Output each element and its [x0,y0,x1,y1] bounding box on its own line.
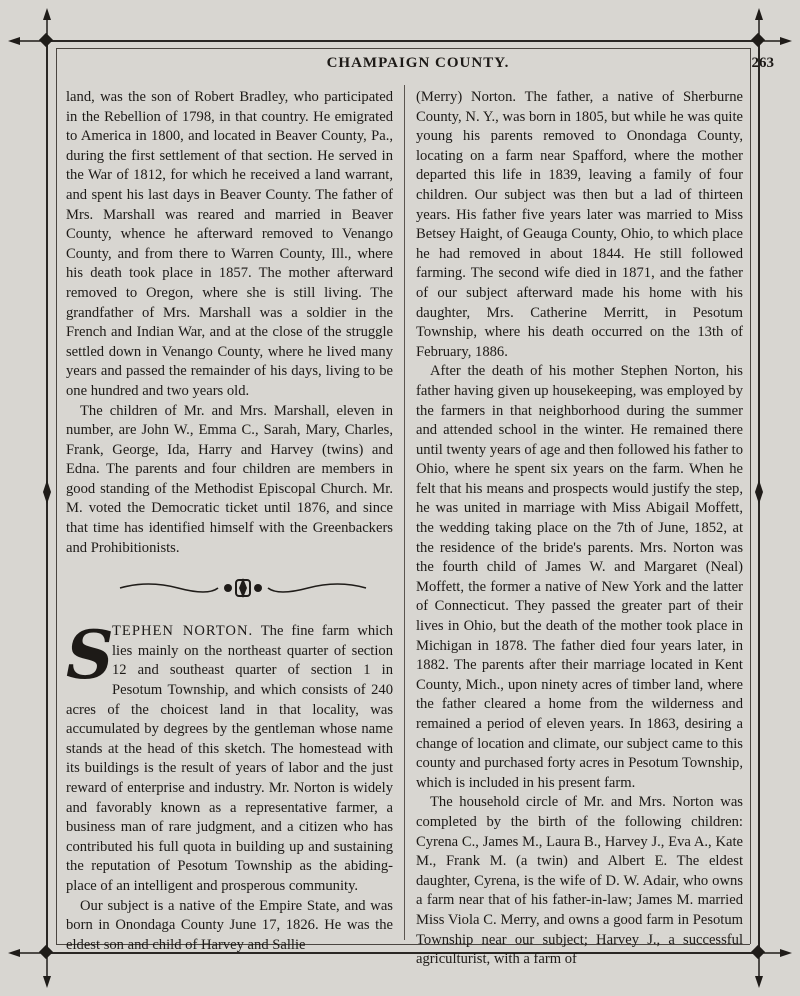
running-header [62,55,774,75]
running-title: CHAMPAIGN COUNTY. [326,55,510,71]
arrow-top-right-h [780,37,792,45]
drop-cap-letter: S [66,616,114,695]
paragraph-marshall-children: The children of Mr. and Mrs. Marshall, eleven in number, are John W., Emma C., Sarah, Mary, Charles, Frank, George, Ida, Harry and Harvey (twins) and Edna. The parents and four children are members in good standing of the Methodist Episcopal Church. Mr. M. voted the Democratic ticket until 1876, and since that time has identified himself with the Greenbackers and Prohibitionists. [66,402,393,556]
page-number: 263 [751,55,774,71]
side-ornament-right [755,480,763,504]
arrow-bottom-left-h [8,949,20,957]
paragraph-norton-parents: (Merry) Norton. The father, a native of Sherburne County, N. Y., was born in 1805, but while he was quite young his parents removed to Onondaga County, locating on a farm near Spafford, where the mother departed this life in 1839, leaving a family of four children. Our subject was then but a lad of thirteen years. His father five years later was married to Miss Betsey Haight, of Geauga County, Ohio, to which place he had removed in about 1844. He still followed farming. The second wife died in 1871, and the father of our subject afterward made his home with his daughter, Mrs. Catherine Merritt, in Pesotum Township, where his death occurred on the 13th of February, 1886. [416,89,743,360]
column-divider [404,85,405,940]
paragraph-norton-intro [66,616,393,896]
left-column [66,88,393,955]
arrow-top-right-v [755,8,763,20]
side-ornament-left [43,480,51,504]
norton-intro-text: The fine farm which lies mainly on the northeast quarter of section 12 and southeast quarter of section 1 in Pesotum Township, and which consists of 240 acres of the choicest land in that locality, was accumulated by degrees by the gentleman whose name stands at the head of this sketch. The homestead with its buildings is the result of years of labor and the just reward of enterprise and industry. Mr. Norton is widely and favorably known as a representative farmer, a business man of rare judgment, and a citizen who has contributed his full quota in building up and sustaining the reputation of Pesotum Township as the abiding-place of an intelligent and prosperous community. [66,623,393,894]
arrow-top-left-h [8,37,20,45]
paragraph-bradley: land, was the son of Robert Bradley, who participated in the Rebellion of 1798, in that country. He emigrated to America in 1800, and located in Beaver County, Pa., during the first settlement of that section. He served in the War of 1812, for which he received a land warrant, and spent his last days in Beaver County. The father of Mrs. Marshall was reared and married in Beaver County, whence he afterward removed to Venango County, and from there to Warren County, Ill., where his death took place in 1857. The mother afterward removed to Oregon, where she is still living. The grandfather of Mrs. Marshall was a soldier in the French and Indian War, and at the close of the struggle settled down in Venango County, where he lived many years and passed the remainder of his days, living to be one hundred and two years old. [66,89,393,399]
arrow-bottom-right-h [780,949,792,957]
section-divider-ornament [118,576,368,600]
paragraph-norton-birth: Our subject is a native of the Empire State, and was born in Onondaga County June 17, 1826. He was the eldest son and child of Harvey and Sallie [66,897,393,953]
sketch-subject-name: TEPHEN NORTON. [112,623,254,640]
arrow-top-left-v [43,8,51,20]
paragraph-norton-children: The household circle of Mr. and Mrs. Norton was completed by the birth of the following children: Cyrena C., James M., Laura B., Harvey J., Eva A., Kate M., Frank M. (a twin) and Albert E. The eldest daughter, Cyrena, is the wife of D. W. Adair, who owns a farm near that of his father-in-law; James M. married Miss Viola C. Merry, and owns a good farm in Pesotum Township near our subject; Harvey J., a successful agriculturist, with a farm of [416,794,743,968]
right-column [416,88,743,970]
arrow-bottom-left-v [43,976,51,988]
paragraph-norton-marriage: After the death of his mother Stephen Norton, his father having given up housekeeping, was employed by the farmers in that neighborhood during the summer and attended school in the winter. He remained there until twenty years of age and then followed his father to Ohio, where he spent six years on the farm. When he felt that his means and prospects would justify the step, he was united in marriage with Miss Abigail Moffett, the wedding taking place on the 7th of June, 1852, at the residence of the bride's parents. Mrs. Norton was the fourth child of James W. and Margaret (Neal) Moffett, the former a native of New York and the latter of Connecticut. They passed the greater part of their lives in Ohio, but the death of the mother took place in Michigan in 1878. The father died four years later, in 1882. The parents after their marriage located in Kent County, Mich., upon ninety acres of timber land, where the father cleared a home from the wilderness and remained a period of eleven years. In 1863, desiring a change of location and climate, our subject came to this county and purchased forty acres in Pesotum Township, which is included in his present farm. [416,363,743,791]
arrow-bottom-right-v [755,976,763,988]
